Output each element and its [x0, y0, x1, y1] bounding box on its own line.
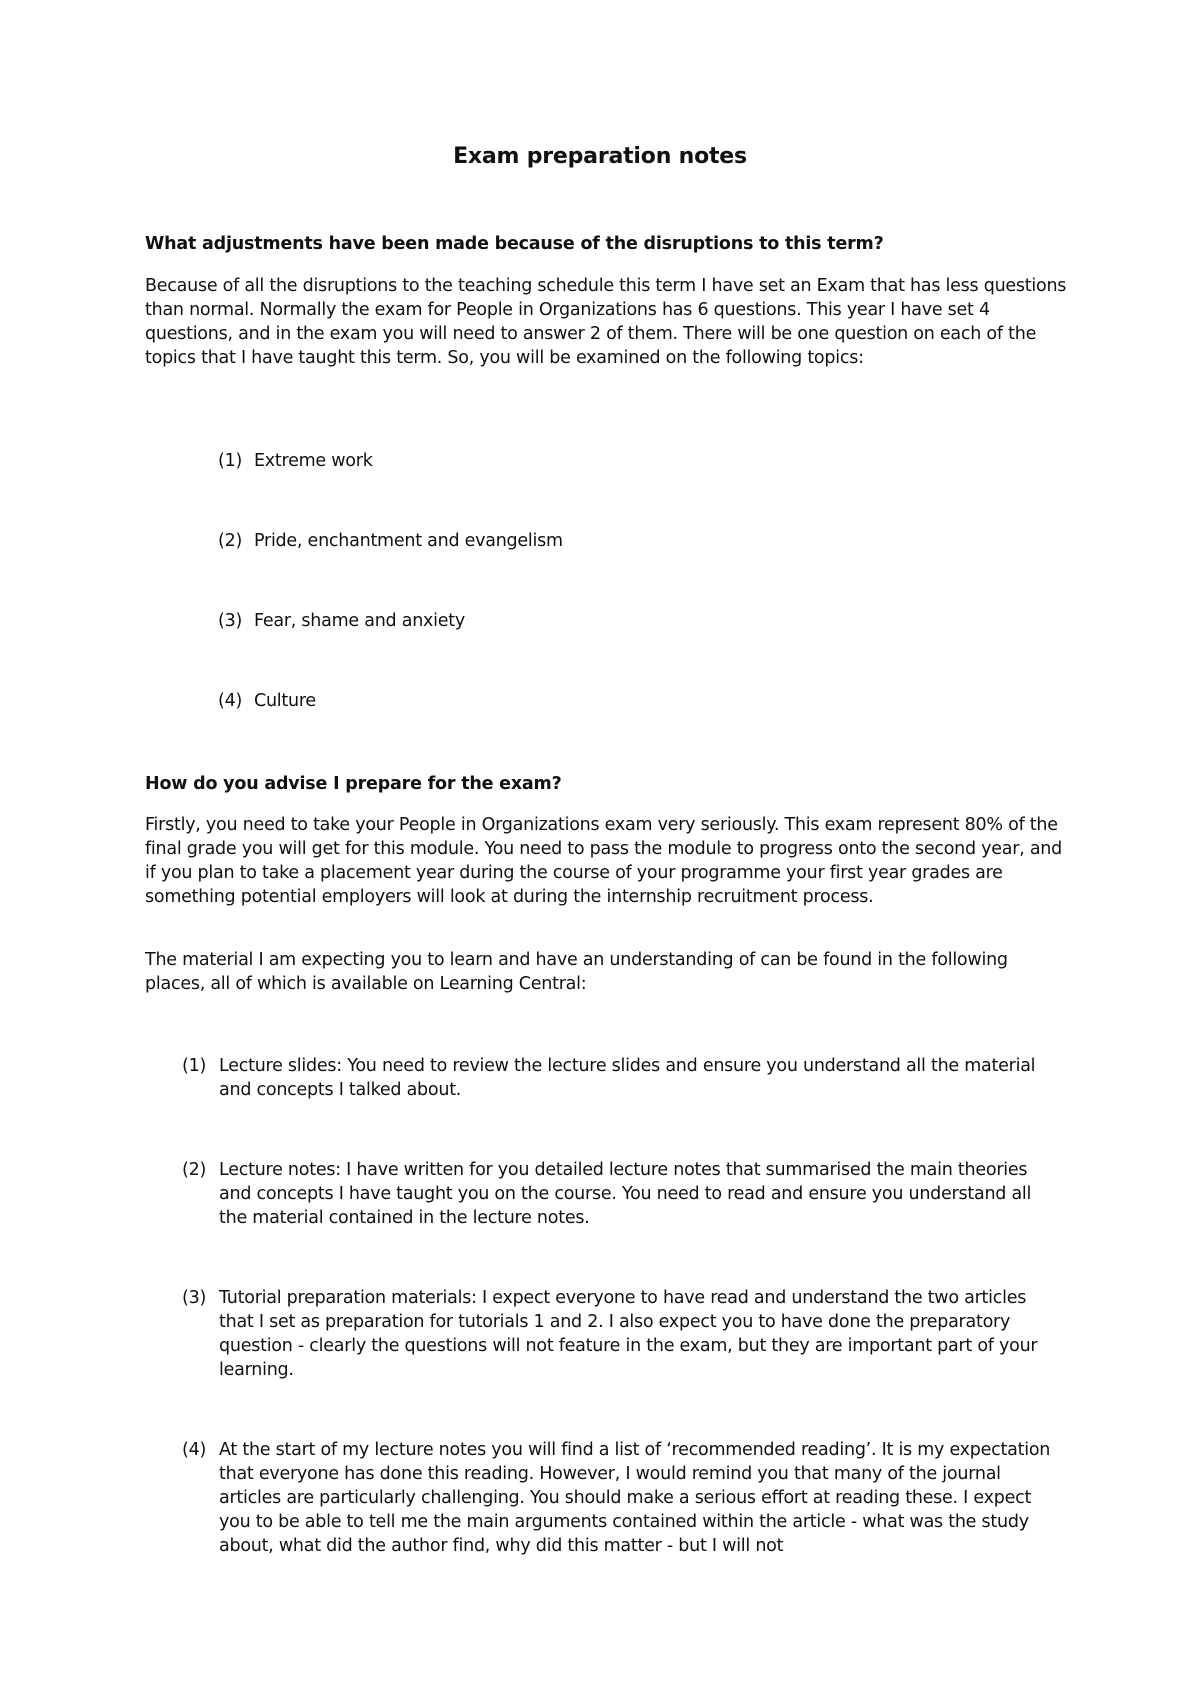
- topic-label: Extreme work: [254, 451, 373, 471]
- page-title: Exam preparation notes: [453, 144, 747, 169]
- list-item: [182, 1158, 1062, 1230]
- list-item-text: At the start of my lecture notes you will find a list of ‘recommended reading’. It is my expectation that everyone has done this reading. However, I would remind you that many of the journal articles are particularly challenging. You should make a serious effort at reading these. I expect you to be able to tell me the main arguments contained within the article - what was the study about, what did the author find, why did this matter - but I will not: [219, 1440, 1051, 1556]
- list-item: [182, 1438, 1062, 1558]
- topic-label: Pride, enchantment and evangelism: [254, 531, 563, 551]
- adjustments-paragraph: Because of all the disruptions to the teaching schedule this term I have set an Exam that has less questions than normal. Normally the exam for People in Organizations has 6 questions. This year I have set 4 questions, and in the exam you will need to answer 2 of them. There will be one question on each of the topics that I have taught this term. So, you will be examined on the following topics:: [145, 276, 1067, 368]
- list-item: [182, 1054, 1062, 1102]
- topic-number: (2): [218, 531, 243, 551]
- topic-item: [218, 451, 373, 471]
- list-item-text: Lecture slides: You need to review the lecture slides and ensure you understand all the material and concepts I talked about.: [219, 1056, 1036, 1100]
- preparation-paragraph-1: Firstly, you need to take your People in Organizations exam very seriously. This exam represent 80% of the final grade you will get for this module. You need to pass the module to progress onto the second year, and if you plan to take a placement year during the course of your programme your first year grades are something potential employers will look at during the internship recruitment process.: [145, 815, 1063, 907]
- topic-label: Fear, shame and anxiety: [254, 611, 465, 631]
- topic-item: [218, 691, 316, 711]
- section-heading-preparation: How do you advise I prepare for the exam?: [145, 774, 562, 794]
- list-item-number: (1): [182, 1056, 207, 1076]
- topic-number: (1): [218, 451, 243, 471]
- section-heading-adjustments: What adjustments have been made because of the disruptions to this term?: [145, 234, 884, 254]
- list-item-number: (2): [182, 1160, 207, 1180]
- list-item-text: Lecture notes: I have written for you detailed lecture notes that summarised the main theories and concepts I have taught you on the course. You need to read and ensure you understand all the material contained in the lecture notes.: [219, 1160, 1032, 1228]
- topic-number: (4): [218, 691, 243, 711]
- list-item-text: Tutorial preparation materials: I expect everyone to have read and understand the two articles that I set as preparation for tutorials 1 and 2. I also expect you to have done the preparatory question - clearly the questions will not feature in the exam, but they are important part of your learning.: [219, 1288, 1038, 1380]
- topic-number: (3): [218, 611, 243, 631]
- preparation-paragraph-2: The material I am expecting you to learn and have an understanding of can be found in the following places, all of which is available on Learning Central:: [145, 950, 1008, 994]
- list-item-number: (4): [182, 1440, 207, 1460]
- topic-item: [218, 531, 563, 551]
- list-item-number: (3): [182, 1288, 207, 1308]
- topic-item: [218, 611, 465, 631]
- list-item: [182, 1286, 1062, 1382]
- topic-label: Culture: [254, 691, 316, 711]
